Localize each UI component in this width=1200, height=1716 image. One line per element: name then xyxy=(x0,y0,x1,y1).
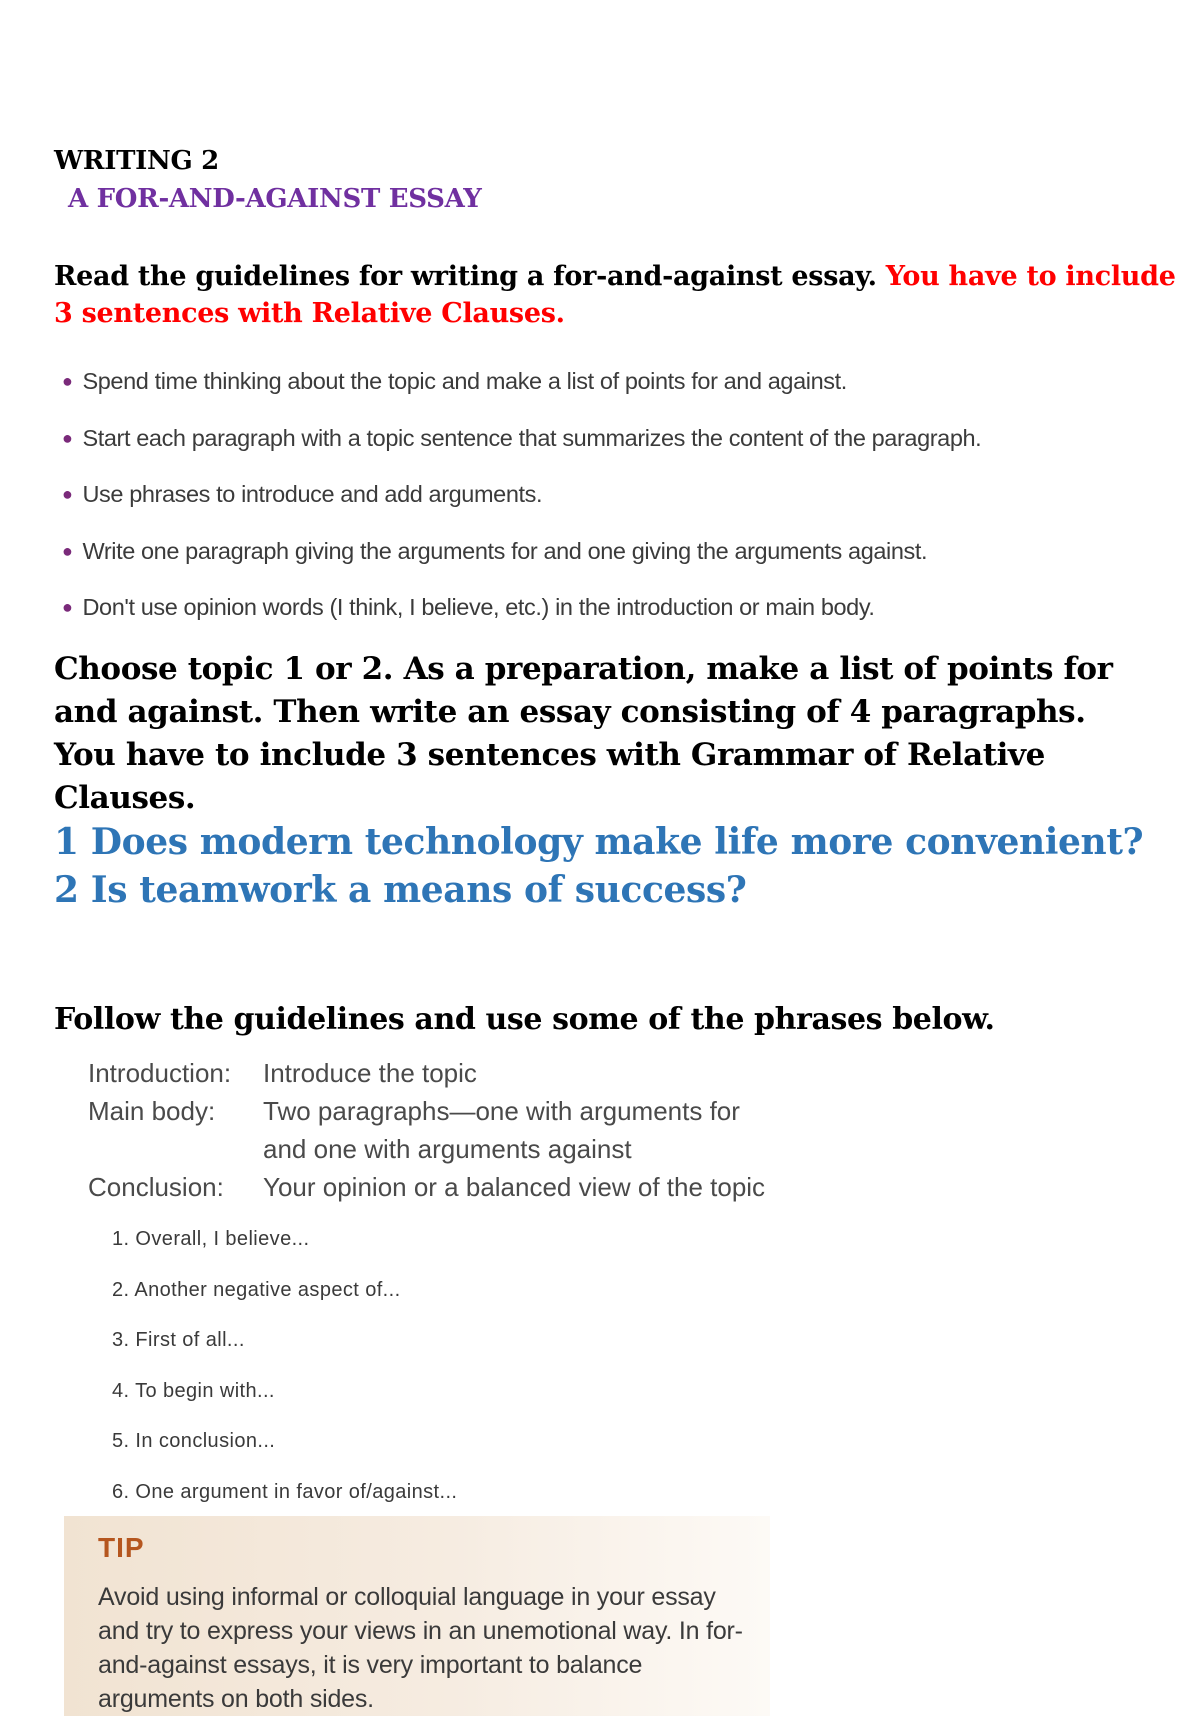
tip-text: Avoid using informal or colloquial language in your essay and try to express your views in an unemotional way. In for-and-against essays, it is very important to balance arguments on both sides. xyxy=(98,1583,743,1713)
phrase-item: 4. To begin with... xyxy=(112,1379,275,1402)
intro-highlight: You have to include 3 sentences with Relative Clauses. xyxy=(54,261,1176,329)
essay-type-heading: A FOR-AND-AGAINST ESSAY xyxy=(68,184,482,214)
section-heading: WRITING 2 xyxy=(54,146,219,176)
guidelines-list xyxy=(62,368,981,651)
topic-item: 1 Does modern technology make life more convenient? xyxy=(54,821,1144,863)
structure-desc: Two paragraphs—one with arguments for xyxy=(263,1096,740,1126)
structure-term: Main body: xyxy=(88,1096,216,1126)
structure-desc: Your opinion or a balanced view of the topic xyxy=(263,1172,766,1202)
structure-desc: Introduce the topic xyxy=(263,1058,477,1088)
guideline-item xyxy=(62,594,981,651)
bullet-icon: ● xyxy=(62,427,73,448)
intro-text: Read the guidelines for writing a for-and-against essay. xyxy=(54,261,886,292)
follow-instruction: Follow the guidelines and use some of the phrases below. xyxy=(54,1002,995,1037)
tip-box xyxy=(64,1516,770,1716)
topics-list xyxy=(54,818,1143,914)
bullet-icon: ● xyxy=(62,371,73,391)
guideline-text: Write one paragraph giving the arguments for and one giving the arguments against. xyxy=(82,537,928,564)
guideline-item xyxy=(62,425,981,482)
guideline-text: Spend time thinking about the topic and make a list of points for and against. xyxy=(82,368,847,394)
guideline-item xyxy=(62,481,981,538)
intro-instruction xyxy=(54,258,1184,332)
tip-title: TIP xyxy=(98,1532,145,1563)
bullet-icon: ● xyxy=(62,597,73,617)
guideline-text: Start each paragraph with a topic sentence that summarizes the content of the paragraph. xyxy=(82,424,982,451)
phrase-item: 1. Overall, I believe... xyxy=(112,1228,310,1250)
structure-desc: and one with arguments against xyxy=(263,1134,632,1164)
bullet-icon: ● xyxy=(62,484,73,504)
guideline-item xyxy=(62,538,981,595)
bullet-icon: ● xyxy=(62,540,73,561)
structure-term: Conclusion: xyxy=(88,1172,224,1202)
structure-term: Introduction: xyxy=(88,1058,232,1088)
phrase-item: 6. One argument in favor of/against... xyxy=(112,1480,458,1503)
phrase-item: 2. Another negative aspect of... xyxy=(112,1278,401,1301)
guideline-item xyxy=(62,368,981,425)
phrase-item: 5. In conclusion... xyxy=(112,1430,276,1452)
phrases-list xyxy=(112,1228,457,1531)
guideline-text: Don't use opinion words (I think, I believe, etc.) in the introduction or main body. xyxy=(82,594,875,620)
topic-item: 2 Is teamwork a means of success? xyxy=(54,869,747,911)
task-instruction: Choose topic 1 or 2. As a preparation, make a list of points for and against. Then write an essay consisting of 4 paragraphs. You have to include 3 sentences with Grammar of Relative Clauses. xyxy=(54,651,1113,816)
guideline-text: Use phrases to introduce and add arguments. xyxy=(82,481,543,507)
phrase-item: 3. First of all... xyxy=(112,1329,245,1351)
